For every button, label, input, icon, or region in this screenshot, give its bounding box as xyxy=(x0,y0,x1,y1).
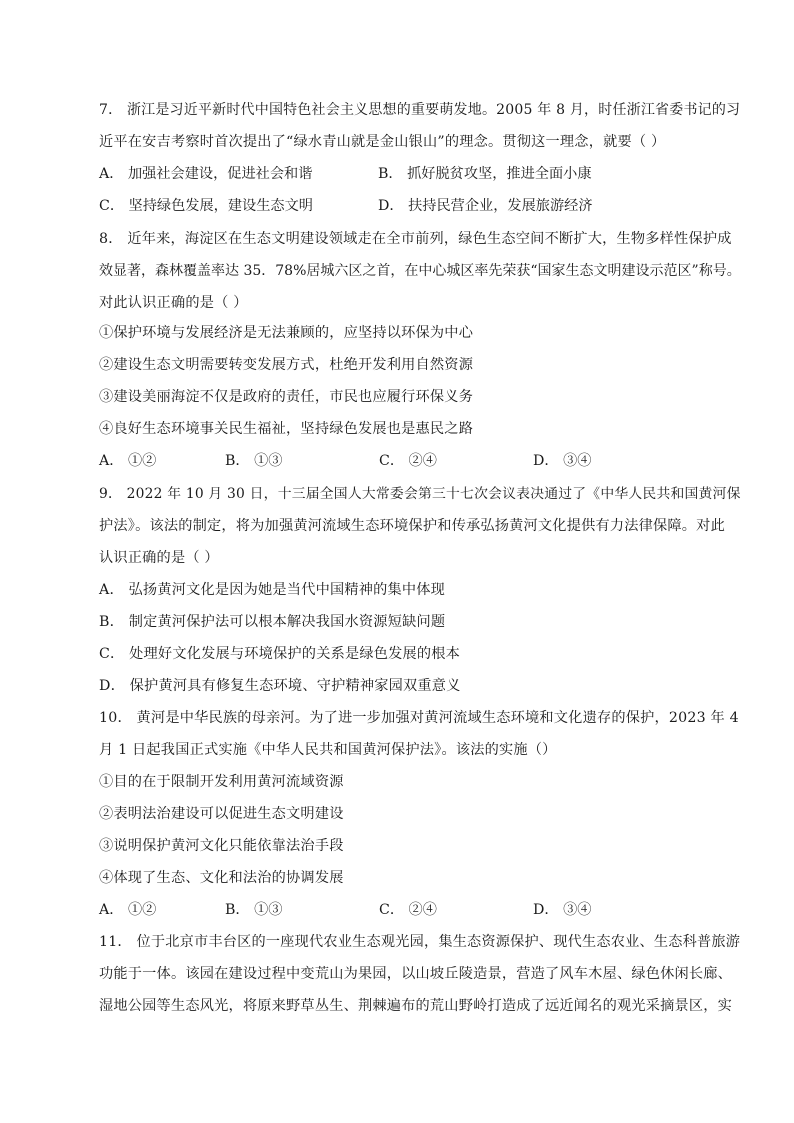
q11-stem-line-2: 功能于一体。该园在建设过程中变荒山为果园，以山坡丘陵造景，营造了风车木屋、绿色休闲长廊、 xyxy=(99,966,733,982)
q11-stem-line-3: 湿地公园等生态风光，将原来野草丛生、荆棘遍布的荒山野岭打造成了远近闻名的观光采摘景区，实 xyxy=(99,998,733,1014)
q10-option-b: B． ①③ xyxy=(225,902,283,918)
q10-stem-line-2: 月 1 日起我国正式实施《中华人民共和国黄河保护法》。该法的实施（） xyxy=(99,742,557,758)
q10-option-a: A． ①② xyxy=(99,902,157,918)
q9-stem-line-1: 9． 2022 年 10 月 30 日，十三届全国人大常委会第三十七次会议表决通过了《中华人民共和国黄河保 xyxy=(99,486,741,502)
q10-option-d: D． ③④ xyxy=(533,902,592,918)
q8-option-b: B． ①③ xyxy=(225,453,283,469)
q10-statement-4: ④体现了生态、文化和法治的协调发展 xyxy=(99,870,344,886)
q10-option-c: C． ②④ xyxy=(379,902,437,918)
q8-stem-line-2: 效显著，森林覆盖率达 35．78%居城六区之首，在中心城区率先荣获“国家生态文明建设示范区”称号。 xyxy=(99,263,741,279)
q8-statement-2: ②建设生态文明需要转变发展方式，杜绝开发利用自然资源 xyxy=(99,357,474,373)
q9-stem-line-2: 护法》。该法的制定，将为加强黄河流域生态环境保护和传承弘扬黄河文化提供有力法律保障。对此 xyxy=(99,518,725,534)
q8-option-c: C． ②④ xyxy=(379,453,437,469)
q11-stem-line-1: 11． 位于北京市丰台区的一座现代农业生态观光园，集生态资源保护、现代生态农业、生态科普旅游 xyxy=(99,934,741,950)
q8-stem-line-3: 对此认识正确的是（ ） xyxy=(99,295,248,311)
q7-stem-line-2: 近平在安吉考察时首次提出了“绿水青山就是金山银山”的理念。贯彻这一理念，就要（ ） xyxy=(99,134,666,150)
q8-stem-line-1: 8． 近年来，海淀区在生态文明建设领域走在全市前列，绿色生态空间不断扩大，生物多样性保护成 xyxy=(99,231,732,247)
q10-statement-3: ③说明保护黄河文化只能依靠法治手段 xyxy=(99,838,344,854)
q9-option-d: D． 保护黄河具有修复生态环境、守护精神家园双重意义 xyxy=(99,678,461,694)
q8-statement-1: ①保护环境与发展经济是无法兼顾的，应坚持以环保为中心 xyxy=(99,325,474,341)
q7-option-a: A． 加强社会建设，促进社会和谐 xyxy=(99,166,313,182)
q10-stem-line-1: 10． 黄河是中华民族的母亲河。为了进一步加强对黄河流域生态环境和文化遗存的保护，2023 年 4 xyxy=(99,710,739,726)
q8-option-a: A． ①② xyxy=(99,453,157,469)
q9-option-b: B． 制定黄河保护法可以根本解决我国水资源短缺问题 xyxy=(99,614,446,630)
q9-option-c: C． 处理好文化发展与环境保护的关系是绿色发展的根本 xyxy=(99,646,461,662)
q9-option-a: A． 弘扬黄河文化是因为她是当代中国精神的集中体现 xyxy=(99,582,446,598)
q8-option-d: D． ③④ xyxy=(533,453,592,469)
q8-statement-4: ④良好生态环境事关民生福祉，坚持绿色发展也是惠民之路 xyxy=(99,421,474,437)
q7-stem-line-1: 7． 浙江是习近平新时代中国特色社会主义思想的重要萌发地。2005 年 8 月，时任浙江省委书记的习 xyxy=(99,102,741,118)
q9-stem-line-3: 认识正确的是（ ） xyxy=(99,550,219,566)
q10-statement-1: ①目的在于限制开发利用黄河流域资源 xyxy=(99,774,344,790)
q7-option-b: B． 抓好脱贫攻坚，推进全面小康 xyxy=(378,166,592,182)
q10-statement-2: ②表明法治建设可以促进生态文明建设 xyxy=(99,806,344,822)
q7-option-c: C． 坚持绿色发展，建设生态文明 xyxy=(99,198,313,214)
q7-option-d: D． 扶持民营企业，发展旅游经济 xyxy=(378,198,593,214)
q8-statement-3: ③建设美丽海淀不仅是政府的责任，市民也应履行环保义务 xyxy=(99,389,474,405)
